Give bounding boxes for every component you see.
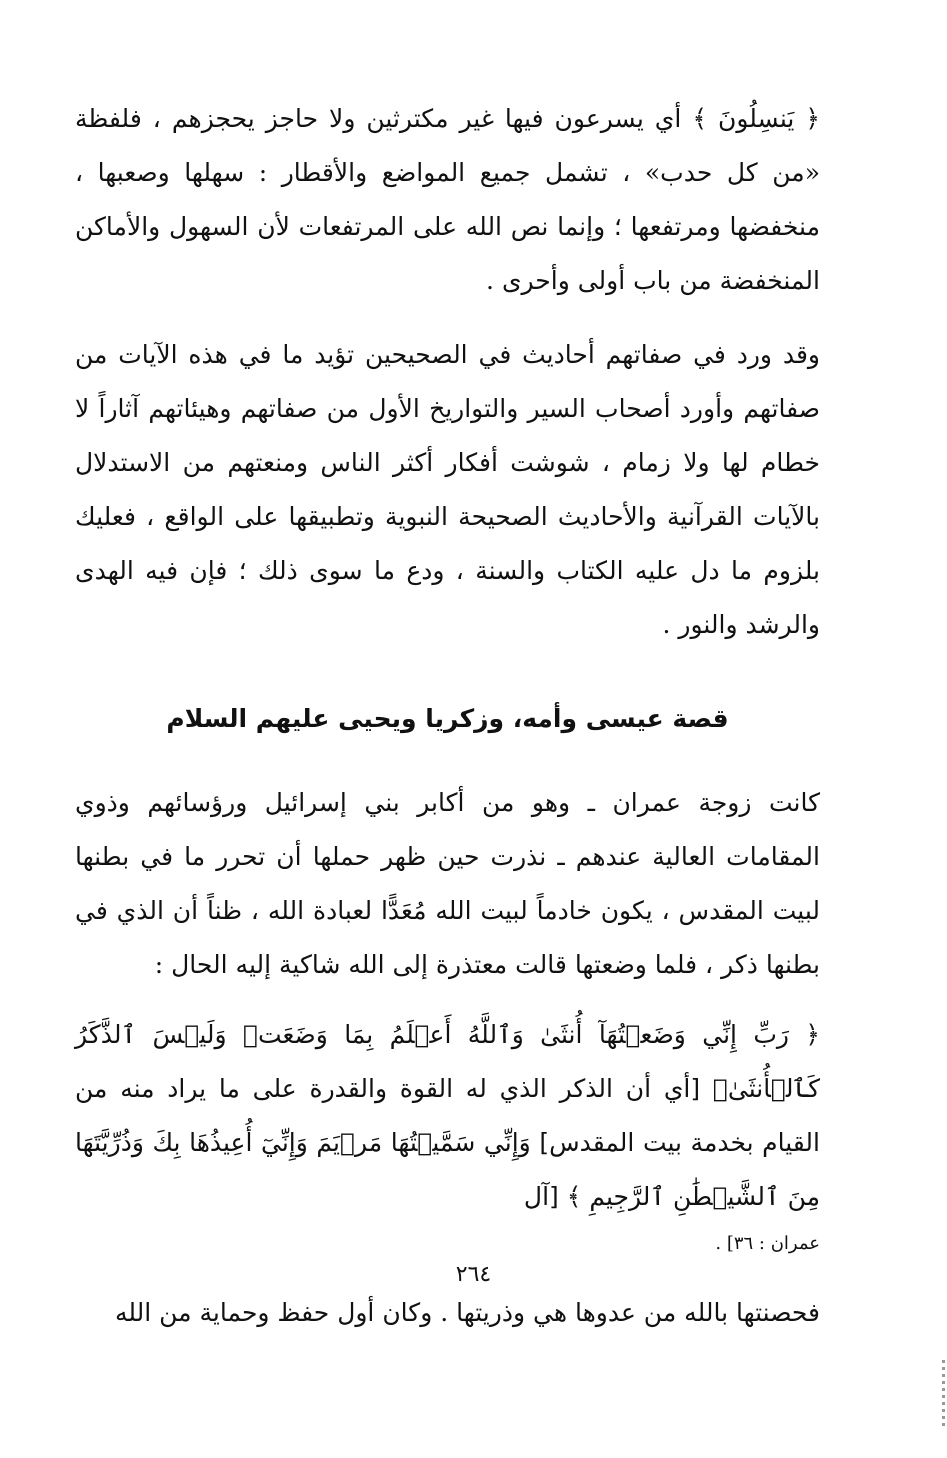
page-number: ٢٦٤ [455,1262,492,1287]
paragraph-2: وقد ورد في صفاتهم أحاديث في الصحيحين تؤيد ما في هذه الآيات من صفاتهم وأورد أصحاب السير والتواريخ الأول من صفاتهم وهيئاتهم آثاراً لا خطام لها ولا زمام ، شوشت أفكار أكثر الناس ومنعتهم من الاستدلال بالآيات القرآنية والأحاديث الصحيحة النبوية وتطبيقها على الواقع ، فعليك بلزوم ما دل عليه الكتاب والسنة ، ودع ما سوى ذلك ؛ فإن فيه الهدى والرشد والنور . [75,340,820,639]
paragraph-1: ﴿ يَنسِلُونَ ﴾ أي يسرعون فيها غير مكترثين ولا حاجز يحجزهم ، فلفظة «من كل حدب» ، تشمل جميع المواضع والأقطار : سهلها وصعبها ، منخفضها ومرتفعها ؛ وإنما نص الله على المرتفعات لأن السهول والأماكن المنخفضة من باب أولى وأحرى . [75,104,820,295]
page-body [75,92,820,1340]
paragraph-3: كانت زوجة عمران ـ وهو من أكابر بني إسرائيل ورؤسائهم وذوي المقامات العالية عندهم ـ نذرت حين ظهر حملها أن تحرر ما في بطنها لبيت المقدس ، يكون خادماً لبيت الله مُعَدًّا لعبادة الله ، ظناً أن الذي في بطنها ذكر ، فلما وضعتها قالت معتذرة إلى الله شاكية إليه الحال : [75,788,820,979]
section-heading: قصة عيسى وأمه، وزكريا ويحيى عليهم السلام [166,704,729,733]
paragraph-5: فحصنتها بالله من عدوها هي وذريتها . وكان أول حفظ وحماية من الله [114,1298,820,1327]
scan-edge-mark [942,1360,945,1430]
quran-verse-paragraph: ﴿ رَبِّ إِنِّي وَضَعۡتُهَآ أُنثَىٰ وَٱللَّهُ أَعۡلَمُ بِمَا وَضَعَتۡ وَلَيۡسَ ٱلذَّكَرُ كَٱلۡأُنثَىٰۖ [أي أن الذكر الذي له القوة والقدرة على ما يراد منه من القيام بخدمة بيت المقدس] وَإِنِّي سَمَّيۡتُهَا مَرۡيَمَ وَإِنِّيٓ أُعِيذُهَا بِكَ وَذُرِّيَّتَهَا مِنَ ٱلشَّيۡطَٰنِ ٱلرَّجِيمِ ﴾ [آل [75,1020,820,1211]
verse-reference: عمران : ٣٦] . [715,1233,820,1254]
